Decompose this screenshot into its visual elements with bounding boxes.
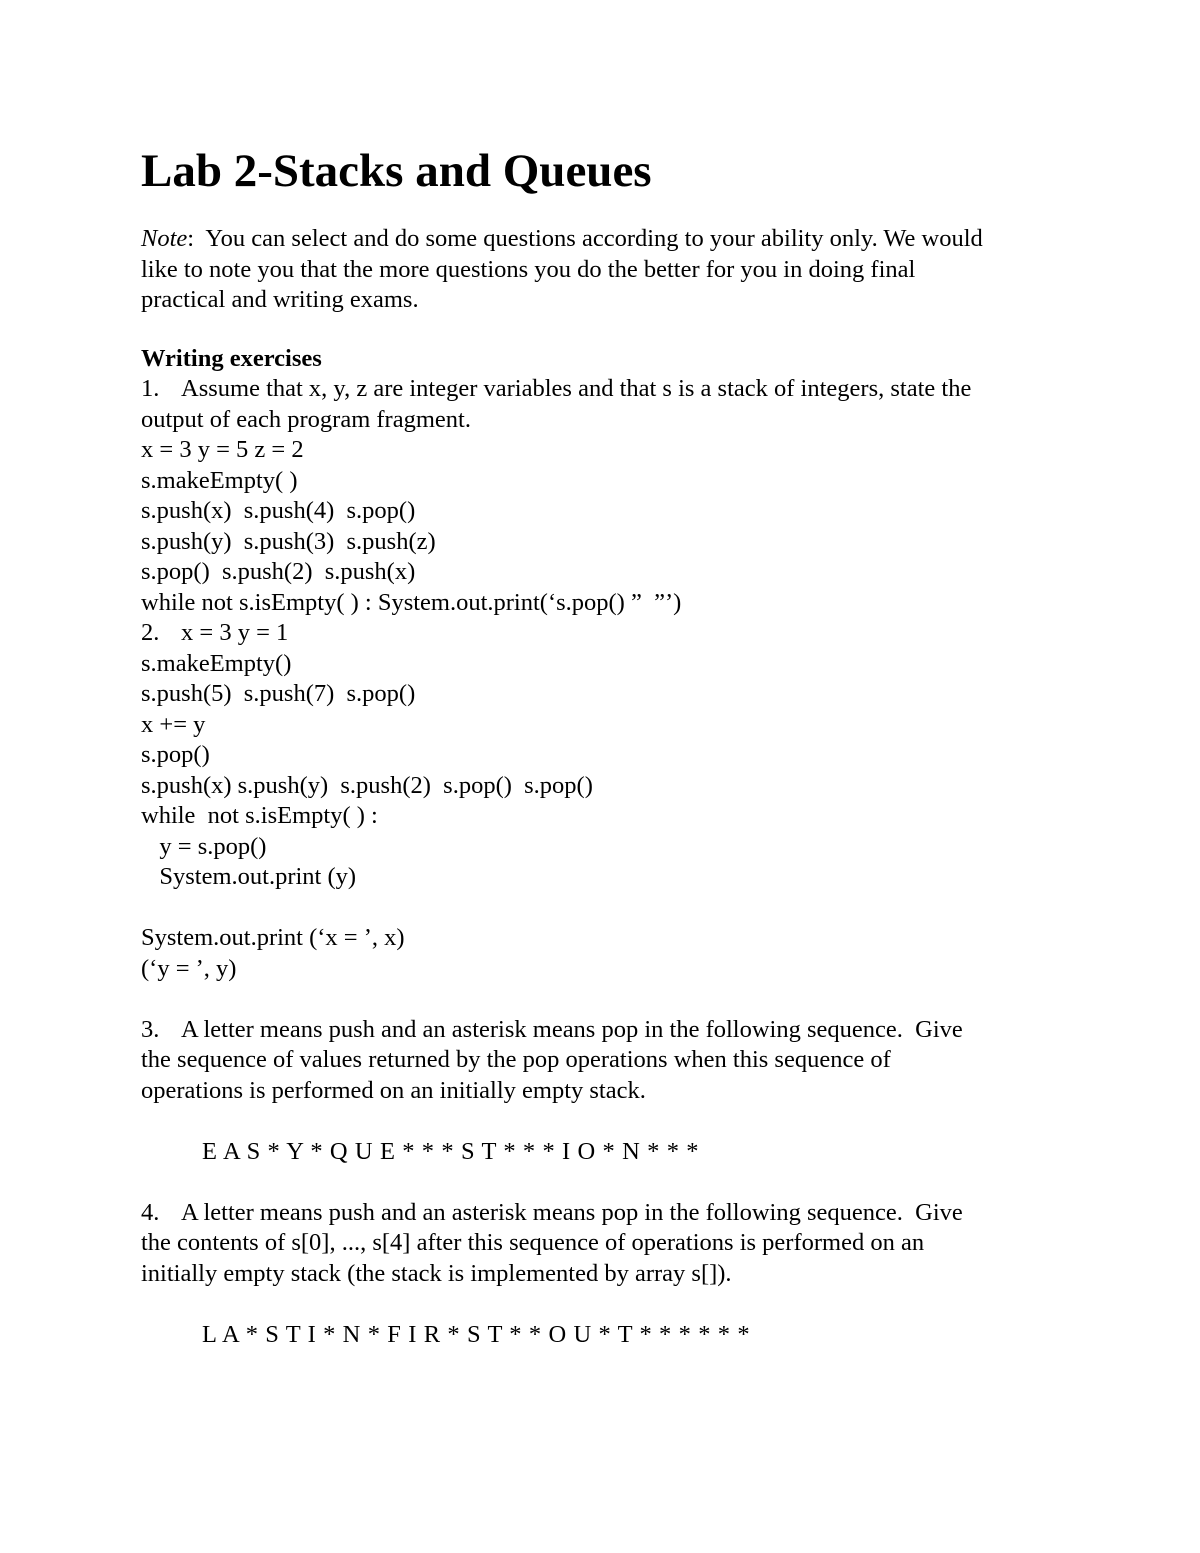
q2-code-line: s.push(5) s.push(7) s.pop() (141, 680, 416, 707)
q4-text-1: A letter means push and an asterisk means pop in the following sequence. Give (181, 1198, 963, 1226)
q3-sequence: E A S * Y * Q U E * * * S T * * * I O * N * * * (202, 1137, 700, 1165)
q2-code-line: y = s.pop() (141, 832, 267, 860)
q2-code-line: System.out.print (y) (141, 863, 357, 890)
q1-text-2: output of each program fragment. (141, 405, 471, 433)
q1-code-line: s.pop() s.push(2) s.push(x) (141, 558, 416, 585)
q1-code-line: s.makeEmpty( ) (141, 466, 298, 494)
q2-code-line: while not s.isEmpty( ) : (141, 802, 378, 829)
page-title: Lab 2-Stacks and Queues (141, 145, 652, 197)
q1-line-1 (141, 374, 1081, 405)
note-line-1 (141, 224, 1081, 255)
note-label: Note (141, 225, 188, 252)
spacer-line (141, 984, 1081, 1015)
q2-code-line: s.makeEmpty() (141, 649, 292, 677)
q2-number: 2. (141, 619, 160, 646)
q1-code-line: x = 3 y = 5 z = 2 (141, 436, 304, 463)
q4-line-1 (141, 1198, 1081, 1229)
q3-text-3: operations is performed on an initially empty stack. (141, 1076, 646, 1104)
q4-text-2: the contents of s[0], ..., s[4] after this sequence of operations is performed on an (141, 1229, 925, 1256)
q1-text-1: Assume that x, y, z are integer variables and that s is a stack of integers, state the (181, 375, 972, 402)
note-line-2: like to note you that the more questions you do the better for you in doing final (141, 255, 916, 283)
question-3 (141, 1015, 1081, 1168)
note-line-3: practical and writing exams. (141, 286, 419, 313)
question-4 (141, 1198, 1081, 1351)
q2-code-line: x += y (141, 710, 206, 738)
q3-text-1: A letter means push and an asterisk means pop in the following sequence. Give (181, 1015, 963, 1043)
q2-code-line: s.pop() (141, 741, 210, 768)
q3-number: 3. (141, 1015, 160, 1043)
q4-number: 4. (141, 1198, 160, 1226)
q3-text-2: the sequence of values returned by the pop operations when this sequence of (141, 1046, 891, 1073)
q2-code-after-line: (‘y = ’, y) (141, 954, 237, 982)
q2-first-line: x = 3 y = 1 (181, 619, 289, 646)
q1-code-line: while not s.isEmpty( ) : System.out.print(‘s.pop() ” ”’) (141, 588, 682, 616)
question-1 (141, 374, 1081, 618)
q2-code-line: s.push(x) s.push(y) s.push(2) s.pop() s.pop() (141, 771, 593, 799)
document-body (141, 224, 1081, 1350)
spacer-line (141, 893, 1081, 924)
section-heading: Writing exercises (141, 344, 322, 372)
note-paragraph (141, 224, 1081, 316)
q1-code-line: s.push(x) s.push(4) s.pop() (141, 497, 416, 524)
q4-text-3: initially empty stack (the stack is implemented by array s[]). (141, 1259, 732, 1287)
spacer-line (141, 1289, 1081, 1320)
q2-line-1 (141, 618, 1081, 649)
q1-code-line: s.push(y) s.push(3) s.push(z) (141, 527, 436, 555)
spacer (141, 316, 1081, 344)
question-2 (141, 618, 1081, 984)
spacer-line (141, 1106, 1081, 1137)
q1-number: 1. (141, 375, 160, 402)
q3-line-1 (141, 1015, 1081, 1046)
q4-sequence: L A * S T I * N * F I R * S T * * O U * T * * * * * * (202, 1320, 751, 1348)
note-text-1: : You can select and do some questions according to your ability only. We would (187, 225, 983, 252)
q2-code-after-line: System.out.print (‘x = ’, x) (141, 924, 405, 951)
spacer-line (141, 1167, 1081, 1198)
